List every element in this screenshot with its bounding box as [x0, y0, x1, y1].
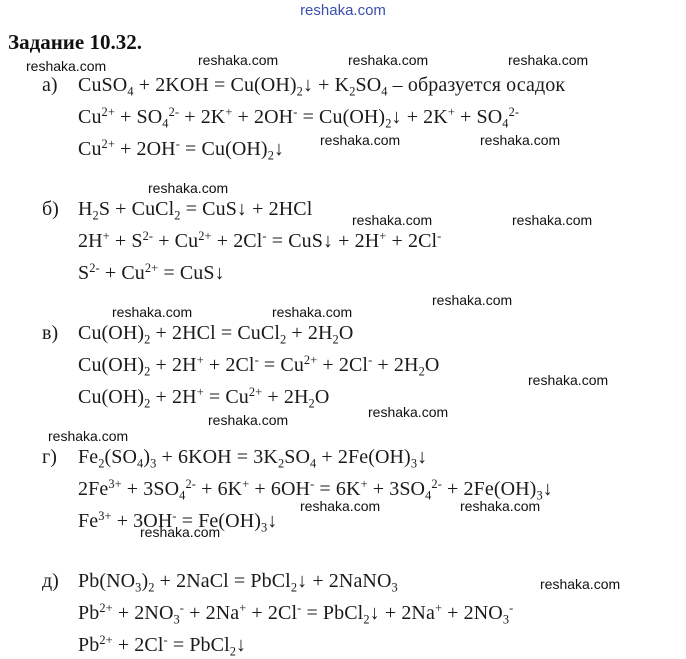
- watermark: reshaka.com: [26, 58, 107, 74]
- watermark: reshaka.com: [112, 304, 193, 320]
- equation: $Fe^{3+} + 3OH^-$ = $Fe(OH)_3↓$: [78, 509, 278, 535]
- equation: $Pb(NO_3)_2$ + 2NaCl = PbCl$_2$↓ + 2NaNO$_3$: [78, 570, 398, 595]
- section-label-g: г): [42, 446, 57, 468]
- section-label-a: а): [42, 74, 58, 96]
- equation: $2H^+ + S^{2-} + Cu^{2+} + 2Cl^-$ = CuS↓ + 2H+ + 2Cl-: [78, 229, 442, 252]
- watermark: reshaka.com: [140, 524, 221, 540]
- equation: $Fe_2(SO_4)_3 + 6KOH = 3K_2SO_4$ + $2Fe(OH)_3↓$: [78, 446, 428, 471]
- equation: $Cu(OH)_2 + 2HCl$ = CuCl$_2$ + $2H_2O$: [78, 322, 354, 347]
- equation: $Pb^{2+} + 2NO_3^- + 2Na^+ + 2Cl^-$ = PbCl$_2$↓ + $2Na^+ + 2NO_3^-$: [78, 601, 514, 627]
- section-label-d: д): [42, 570, 59, 592]
- page-title: Задание 10.32.: [8, 30, 142, 54]
- equation: $H_2S$ + CuCl$_2$ = CuS↓ + 2HCl: [78, 198, 313, 223]
- site-header[interactable]: reshaka.com: [300, 2, 386, 19]
- watermark: reshaka.com: [208, 412, 289, 428]
- watermark: reshaka.com: [320, 132, 401, 148]
- watermark: reshaka.com: [272, 304, 353, 320]
- equation: $Pb^{2+} + 2Cl^-$ = PbCl$_2$↓: [78, 633, 247, 659]
- watermark: reshaka.com: [512, 212, 593, 228]
- watermark: reshaka.com: [348, 52, 429, 68]
- watermark: reshaka.com: [368, 404, 449, 420]
- watermark: reshaka.com: [460, 498, 541, 514]
- watermark: reshaka.com: [48, 428, 129, 444]
- equation: $Cu^{2+} + 2OH^-$ = $Cu(OH)_2↓$: [78, 137, 285, 163]
- watermark: reshaka.com: [300, 498, 381, 514]
- equation: $Cu^{2+} + SO_4^{2-} + 2K^+ + 2OH^-$ = $Cu(OH)_2↓ + 2K^+ + SO_4^{2-}$: [78, 105, 520, 131]
- equation: $S^{2-} + Cu^{2+}$ = CuS↓: [78, 261, 225, 284]
- equation: $Cu(OH)_2 + 2H^+ = Cu^{2+} + 2H_2O$: [78, 385, 330, 411]
- equation: $2Fe^{3+} + 3SO_4^{2-} + 6K^+ + 6OH^- = 6K^+ + 3SO_4^{2-}$ + $2Fe(OH)_3↓$: [78, 477, 553, 503]
- watermark: reshaka.com: [480, 132, 561, 148]
- watermark: reshaka.com: [540, 576, 621, 592]
- watermark: reshaka.com: [528, 372, 609, 388]
- equation: $Cu(OH)_2 + 2H^+ + 2Cl^- = Cu^{2+} + 2Cl^- + 2H_2O$: [78, 353, 440, 379]
- equation: CuSO$_4$ + $2KOH = Cu(OH)_2↓ + K_2SO_4$ – образуется осадок: [78, 74, 566, 99]
- watermark: reshaka.com: [508, 52, 589, 68]
- watermark: reshaka.com: [148, 180, 229, 196]
- section-label-b: б): [42, 198, 59, 220]
- watermark: reshaka.com: [432, 292, 513, 308]
- watermark: reshaka.com: [352, 212, 433, 228]
- watermark: reshaka.com: [198, 52, 279, 68]
- section-label-v: в): [42, 322, 59, 344]
